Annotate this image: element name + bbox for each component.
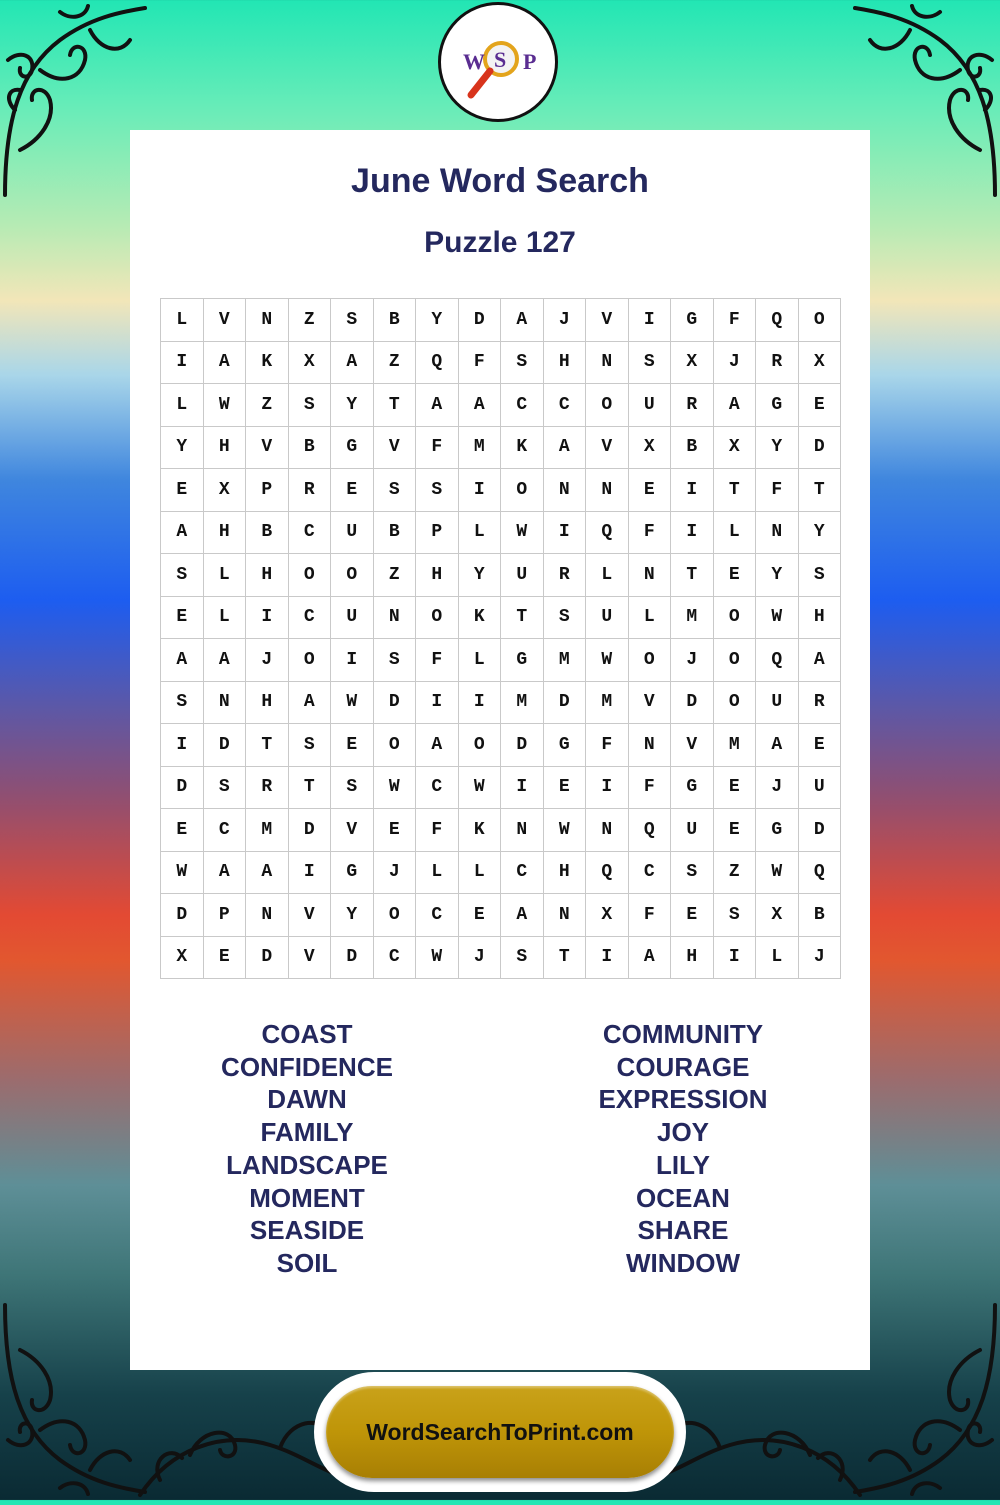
puzzle-card [130,130,870,1370]
grid-cell: C [289,597,332,640]
grid-cell: N [374,597,417,640]
grid-cell: A [416,724,459,767]
grid-cell: H [204,512,247,555]
grid-cell: V [671,724,714,767]
grid-cell: J [799,937,842,980]
grid-cell: Z [374,554,417,597]
grid-cell: E [374,809,417,852]
grid-cell: C [416,894,459,937]
grid-cell: S [501,937,544,980]
grid-cell: K [459,597,502,640]
grid-cell: Y [459,554,502,597]
grid-cell: V [586,427,629,470]
grid-cell: G [331,427,374,470]
corner-ornament-bottom-left [0,1300,150,1500]
grid-cell: A [756,724,799,767]
grid-cell: I [629,299,672,342]
grid-cell: X [586,894,629,937]
grid-cell: L [459,512,502,555]
grid-cell: S [289,384,332,427]
grid-cell: L [204,597,247,640]
word-list-item: SOIL [276,1247,338,1278]
grid-cell: H [416,554,459,597]
grid-cell: I [331,639,374,682]
grid-cell: Q [799,852,842,895]
grid-cell: S [714,894,757,937]
grid-cell: E [629,469,672,512]
grid-cell: M [544,639,587,682]
grid-cell: G [544,724,587,767]
corner-ornament-top-right [850,0,1000,200]
grid-cell: S [161,554,204,597]
grid-cell: M [459,427,502,470]
grid-cell: T [374,384,417,427]
grid-cell: S [544,597,587,640]
grid-cell: A [629,937,672,980]
word-list-item: SHARE [637,1215,729,1246]
grid-cell: X [671,342,714,385]
grid-cell: A [331,342,374,385]
grid-cell: O [714,682,757,725]
grid-cell: W [459,767,502,810]
grid-cell: U [331,597,374,640]
grid-cell: P [416,512,459,555]
grid-cell: W [161,852,204,895]
word-list-item: LANDSCAPE [226,1149,388,1180]
grid-cell: I [714,937,757,980]
word-list-right-column [498,1018,868,1280]
word-list-item: COAST [261,1019,353,1049]
grid-cell: H [204,427,247,470]
grid-cell: N [586,469,629,512]
grid-cell: B [671,427,714,470]
grid-cell: U [629,384,672,427]
grid-cell: L [586,554,629,597]
word-list [130,1018,870,1280]
grid-cell: G [671,299,714,342]
grid-cell: S [416,469,459,512]
grid-cell: F [629,767,672,810]
grid-cell: S [671,852,714,895]
grid-cell: O [374,724,417,767]
grid-cell: Q [756,299,799,342]
grid-cell: A [161,639,204,682]
word-list-item: JOY [656,1117,710,1148]
grid-cell: G [756,809,799,852]
grid-cell: W [204,384,247,427]
grid-cell: S [374,639,417,682]
word-list-item: MOMENT [249,1182,365,1213]
grid-cell: L [459,639,502,682]
grid-cell: E [544,767,587,810]
grid-cell: R [799,682,842,725]
grid-cell: D [544,682,587,725]
grid-cell: N [629,554,672,597]
grid-cell: P [204,894,247,937]
grid-cell: N [586,809,629,852]
word-list-left-column [122,1018,492,1280]
grid-cell: D [246,937,289,980]
grid-cell: H [671,937,714,980]
grid-cell: T [544,937,587,980]
grid-cell: D [799,427,842,470]
grid-cell: O [714,597,757,640]
grid-cell: Z [714,852,757,895]
grid-cell: C [374,937,417,980]
grid-cell: I [289,852,332,895]
grid-cell: L [204,554,247,597]
grid-cell: H [246,682,289,725]
grid-cell: K [501,427,544,470]
grid-cell: X [756,894,799,937]
grid-cell: H [799,597,842,640]
grid-cell: N [756,512,799,555]
word-list-item: EXPRESSION [598,1084,768,1115]
grid-cell: L [629,597,672,640]
grid-cell: C [544,384,587,427]
grid-cell: A [204,639,247,682]
grid-cell: I [246,597,289,640]
word-list-item: COMMUNITY [602,1019,764,1049]
grid-cell: V [374,427,417,470]
grid-cell: Y [799,512,842,555]
grid-cell: F [416,639,459,682]
grid-cell: D [374,682,417,725]
grid-cell: S [374,469,417,512]
grid-cell: H [544,342,587,385]
grid-cell: A [204,342,247,385]
corner-ornament-top-left [0,0,150,200]
grid-cell: J [544,299,587,342]
grid-cell: G [756,384,799,427]
grid-cell: V [289,937,332,980]
page-title: June Word Search [351,162,649,200]
grid-cell: X [799,342,842,385]
grid-cell: U [586,597,629,640]
grid-cell: D [459,299,502,342]
grid-cell: Z [289,299,332,342]
grid-cell: A [799,639,842,682]
grid-cell: F [629,894,672,937]
grid-cell: I [671,469,714,512]
grid-cell: J [374,852,417,895]
grid-cell: C [501,384,544,427]
grid-cell: L [161,384,204,427]
grid-cell: W [756,597,799,640]
grid-cell: N [246,894,289,937]
grid-cell: S [501,342,544,385]
grid-cell: J [714,342,757,385]
word-list-item: FAMILY [260,1117,354,1148]
grid-cell: F [714,299,757,342]
grid-cell: W [501,512,544,555]
word-list-item: WINDOW [625,1247,741,1278]
grid-cell: Y [331,384,374,427]
grid-cell: E [714,554,757,597]
grid-cell: D [671,682,714,725]
grid-cell: O [799,299,842,342]
grid-cell: I [459,682,502,725]
word-list-item: CONFIDENCE [221,1051,393,1082]
grid-cell: I [671,512,714,555]
grid-cell: V [204,299,247,342]
letter-grid [160,298,841,979]
grid-cell: Q [416,342,459,385]
grid-cell: Q [629,809,672,852]
grid-cell: V [629,682,672,725]
grid-cell: H [544,852,587,895]
grid-cell: I [586,767,629,810]
grid-cell: K [459,809,502,852]
grid-cell: J [459,937,502,980]
grid-cell: O [374,894,417,937]
grid-cell: A [161,512,204,555]
grid-cell: J [246,639,289,682]
grid-cell: T [714,469,757,512]
grid-cell: F [459,342,502,385]
grid-cell: Z [374,342,417,385]
grid-cell: X [714,427,757,470]
grid-cell: B [374,512,417,555]
grid-cell: Q [586,512,629,555]
grid-cell: D [799,809,842,852]
grid-cell: I [161,342,204,385]
grid-cell: V [246,427,289,470]
grid-cell: D [289,809,332,852]
grid-cell: R [289,469,332,512]
grid-cell: A [544,427,587,470]
grid-cell: M [714,724,757,767]
grid-cell: X [204,469,247,512]
grid-cell: O [714,639,757,682]
grid-cell: G [501,639,544,682]
grid-cell: A [204,852,247,895]
grid-cell: E [799,384,842,427]
grid-cell: E [799,724,842,767]
grid-cell: S [161,682,204,725]
grid-cell: N [586,342,629,385]
grid-cell: A [714,384,757,427]
grid-cell: W [331,682,374,725]
grid-cell: D [161,894,204,937]
grid-cell: M [501,682,544,725]
grid-cell: E [331,469,374,512]
grid-cell: Y [756,427,799,470]
grid-cell: W [586,639,629,682]
grid-cell: B [246,512,289,555]
grid-cell: T [671,554,714,597]
grid-cell: A [501,894,544,937]
grid-cell: I [501,767,544,810]
grid-cell: U [671,809,714,852]
grid-cell: A [416,384,459,427]
grid-cell: T [289,767,332,810]
grid-cell: N [629,724,672,767]
grid-cell: X [161,937,204,980]
grid-cell: F [416,427,459,470]
logo-letter-w: W [463,49,485,74]
grid-cell: L [416,852,459,895]
grid-cell: A [246,852,289,895]
grid-cell: O [629,639,672,682]
grid-cell: Q [756,639,799,682]
grid-cell: D [501,724,544,767]
grid-cell: N [204,682,247,725]
wsp-logo [438,2,558,122]
grid-cell: M [246,809,289,852]
grid-cell: S [331,299,374,342]
grid-cell: N [246,299,289,342]
grid-cell: S [204,767,247,810]
grid-cell: C [416,767,459,810]
grid-cell: B [799,894,842,937]
logo-letter-s: S [494,47,507,72]
grid-cell: Z [246,384,289,427]
grid-cell: A [289,682,332,725]
grid-cell: E [331,724,374,767]
grid-cell: W [544,809,587,852]
grid-cell: I [416,682,459,725]
grid-cell: H [246,554,289,597]
grid-cell: I [586,937,629,980]
grid-cell: M [671,597,714,640]
grid-cell: W [374,767,417,810]
grid-cell: F [756,469,799,512]
grid-cell: R [756,342,799,385]
grid-cell: E [161,809,204,852]
grid-cell: I [161,724,204,767]
grid-cell: L [459,852,502,895]
grid-cell: W [756,852,799,895]
grid-cell: S [331,767,374,810]
grid-cell: R [671,384,714,427]
grid-cell: E [204,937,247,980]
grid-cell: A [459,384,502,427]
grid-cell: G [331,852,374,895]
grid-cell: I [544,512,587,555]
grid-cell: T [501,597,544,640]
grid-cell: P [246,469,289,512]
grid-cell: L [161,299,204,342]
grid-cell: S [629,342,672,385]
grid-cell: T [799,469,842,512]
grid-cell: B [374,299,417,342]
grid-cell: X [629,427,672,470]
grid-cell: O [459,724,502,767]
grid-cell: F [629,512,672,555]
grid-cell: S [799,554,842,597]
grid-cell: T [246,724,289,767]
grid-cell: V [586,299,629,342]
puzzle-number: Puzzle 127 [424,226,576,259]
grid-cell: E [714,767,757,810]
grid-cell: U [331,512,374,555]
grid-cell: Q [586,852,629,895]
grid-cell: D [331,937,374,980]
grid-cell: I [459,469,502,512]
grid-cell: E [671,894,714,937]
grid-cell: E [161,597,204,640]
grid-cell: Y [756,554,799,597]
grid-cell: O [501,469,544,512]
grid-cell: Y [161,427,204,470]
grid-cell: Y [331,894,374,937]
grid-cell: E [161,469,204,512]
grid-cell: W [416,937,459,980]
grid-cell: F [416,809,459,852]
grid-cell: F [586,724,629,767]
grid-cell: E [714,809,757,852]
site-link-button[interactable]: WordSearchToPrint.com [326,1386,674,1478]
grid-cell: N [544,894,587,937]
grid-cell: V [331,809,374,852]
grid-cell: K [246,342,289,385]
grid-cell: O [416,597,459,640]
grid-cell: A [501,299,544,342]
grid-cell: G [671,767,714,810]
grid-cell: O [586,384,629,427]
grid-cell: C [629,852,672,895]
word-list-item: OCEAN [636,1182,730,1213]
word-list-item: LILY [656,1149,710,1180]
grid-cell: M [586,682,629,725]
grid-cell: E [459,894,502,937]
grid-cell: C [501,852,544,895]
word-list-item: DAWN [267,1084,347,1115]
grid-cell: J [756,767,799,810]
grid-cell: C [204,809,247,852]
grid-cell: O [331,554,374,597]
grid-cell: C [289,512,332,555]
grid-cell: J [671,639,714,682]
grid-cell: U [501,554,544,597]
word-list-item: SEASIDE [249,1215,365,1246]
logo-letter-p: P [523,49,537,74]
grid-cell: X [289,342,332,385]
magnifier-logo-icon [443,7,553,117]
grid-cell: Y [416,299,459,342]
grid-cell: O [289,554,332,597]
grid-cell: R [246,767,289,810]
grid-cell: D [161,767,204,810]
word-list-item: COURAGE [616,1051,750,1082]
grid-cell: D [204,724,247,767]
grid-cell: L [756,937,799,980]
grid-cell: B [289,427,332,470]
grid-cell: R [544,554,587,597]
corner-ornament-bottom-right [850,1300,1000,1500]
grid-cell: S [289,724,332,767]
grid-cell: U [756,682,799,725]
grid-cell: U [799,767,842,810]
grid-cell: V [289,894,332,937]
grid-cell: L [714,512,757,555]
grid-cell: N [501,809,544,852]
grid-cell: N [544,469,587,512]
grid-cell: O [289,639,332,682]
